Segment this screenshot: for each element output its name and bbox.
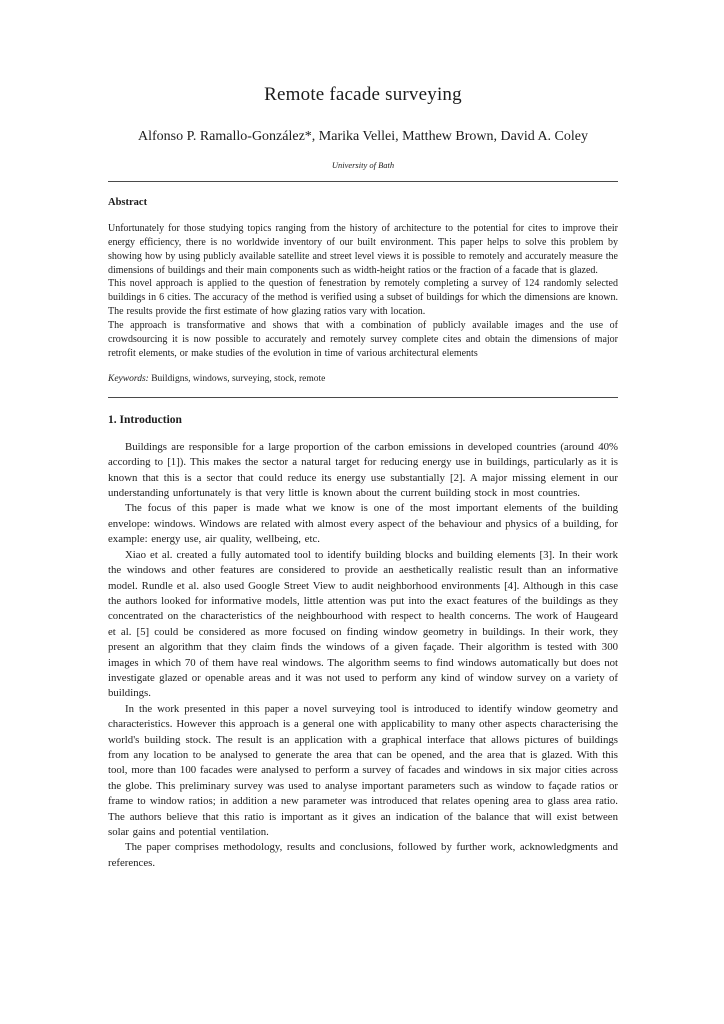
abstract-paragraph: This novel approach is applied to the question of fenestration by remotely completing a survey of 124 randomly selected buildings in 6 cities. The accuracy of the method is verified using a subset of buildings for which the dimensions are known. The results provide the first estimate of how glazing ratios vary with location.: [108, 278, 618, 318]
abstract-divider: [108, 397, 618, 398]
introduction-paragraph: Buildings are responsible for a large proportion of the carbon emissions in developed countries (around 40% according to [1]). This makes the sector a natural target for reducing energy use in buildings, particularly as it is known that this is a sector that could reduce its energy use substantially [2]. A major missing element in our understanding unfortunately is that very little is known about the current building stock in most countries.: [108, 440, 618, 500]
introduction-body: [108, 440, 618, 871]
introduction-paragraph: The focus of this paper is made what we know is one of the most important elements of the building envelope: windows. Windows are related with almost every aspect of the behaviour and physics of a building, for example: energy use, air quality, wellbeing, etc.: [108, 502, 618, 546]
abstract-paragraph: Unfortunately for those studying topics ranging from the history of architecture to the potential for cites to improve their energy efficiency, there is no worldwide inventory of our built environment. This paper helps to solve this problem by showing how by using publicly available satellite and street level views it is possible to remotely and accurately measure the dimensions of buildings and their main components such as width-height ratios or the fraction of a facade that is glazed.: [108, 222, 618, 276]
abstract-body: [108, 222, 618, 361]
keywords-label: Keywords:: [108, 373, 149, 384]
authors-line: Alfonso P. Ramallo-González*, Marika Vellei, Matthew Brown, David A. Coley: [138, 128, 588, 144]
introduction-heading: 1. Introduction: [108, 413, 182, 426]
introduction-paragraph: The paper comprises methodology, results and conclusions, followed by further work, acknowledgments and references.: [108, 841, 618, 869]
keywords-text: Buildigns, windows, surveying, stock, remote: [148, 373, 326, 384]
abstract-paragraph: The approach is transformative and shows that with a combination of publicly available images and the use of crowdsourcing it is now possible to accurately and remotely survey complete cites and obtain the dimensions of major retrofit elements, or make studies of the evolution in time of various architectural elements: [108, 320, 618, 359]
header-divider: [108, 181, 618, 182]
affiliation: University of Bath: [331, 159, 395, 170]
keywords-line: [108, 374, 618, 384]
introduction-paragraph: In the work presented in this paper a novel surveying tool is introduced to identify window geometry and characteristics. However this approach is a general one with applicability to many other aspects characterising the world's building stock. The result is an application with a graphical interface that allows pictures of buildings from any location to be analysed to generate the area that can be opened, and the area that is glazed. With this tool, more than 100 facades were analysed to perform a survey of facades and windows in six major cities across the globe. This preliminary survey was used to analyse important parameters such as window to façade ratios or frame to window ratios; in addition a new parameter was introduced that relates opening area to glass area ratio. The authors believe that this ratio is important as it gives an indication of the balance that will exist between solar gains and potential ventilation.: [108, 702, 618, 839]
paper-title: Remote facade surveying: [264, 84, 462, 105]
abstract-heading: Abstract: [108, 196, 148, 208]
introduction-paragraph: Xiao et al. created a fully automated tool to identify building blocks and building elements [3]. In their work the windows and other features are considered to provide an aesthetically realistic result than an informative model. Rundle et al. also used Google Street View to audit neighborhood environments [4]. Although in this case the authors looked for informative models, little attention was put into the exact features of the buildings as they concentrated on the characteristics of the neighbourhood with respect to health concerns. The work of Haugeard et al. [5] could be considered as more focused on finding window geometry in buildings. In their work, they present an algorithm that they claim finds the windows of a given façade. Their algorithm is tested with 300 images in which 70 of them have real windows. The algorithm seems to find windows automatically but does not investigate glazed or openable areas and it was not used to perform any kind of window survey on a variety of buildings.: [108, 548, 618, 700]
